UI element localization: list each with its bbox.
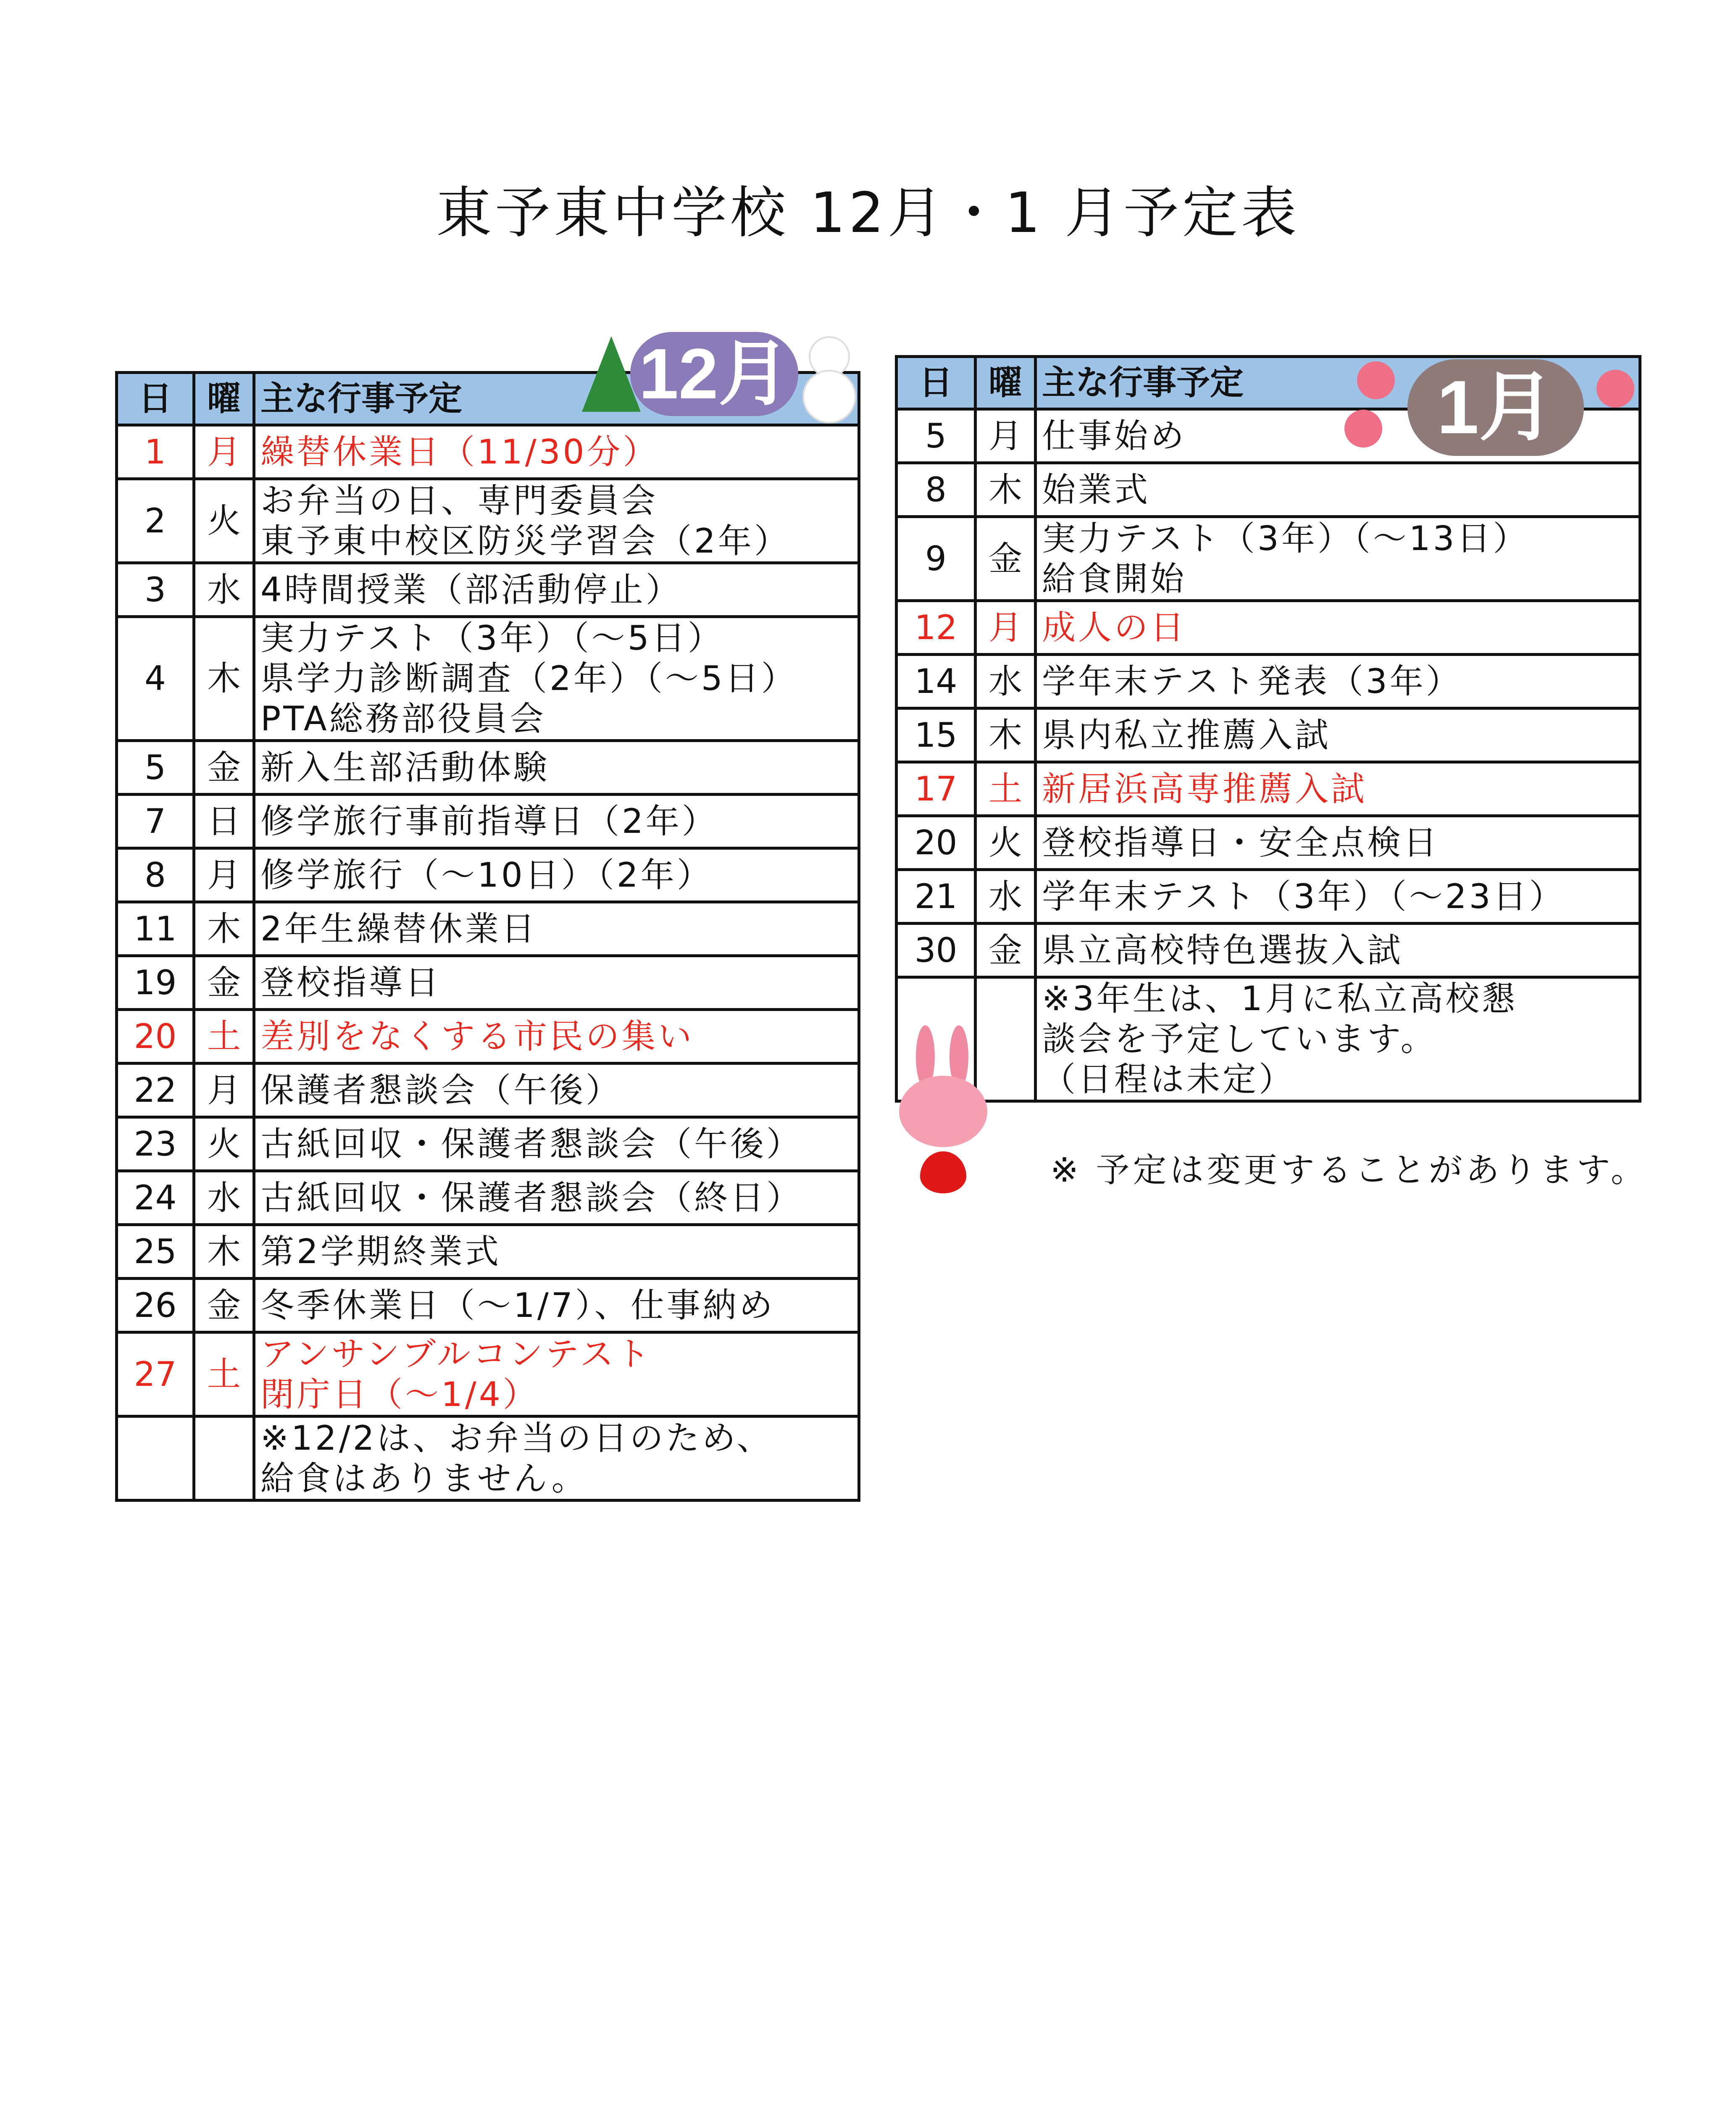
weekday-cell: 木 bbox=[194, 902, 254, 956]
weekday-cell: 月 bbox=[976, 409, 1036, 463]
day-cell: 8 bbox=[117, 848, 194, 902]
weekday-cell: 土 bbox=[194, 1010, 254, 1064]
events-cell: 実力テスト（3年）（～5日） 県学力診断調査（2年）（～5日） PTA総務部役員会 bbox=[254, 617, 859, 741]
table-row bbox=[117, 1064, 859, 1117]
table-row bbox=[897, 762, 1640, 816]
table-row bbox=[897, 463, 1640, 517]
events-cell: ※12/2は、お弁当の日のため、 給食はありません。 bbox=[254, 1416, 859, 1501]
table-row bbox=[117, 1171, 859, 1225]
events-cell: 仕事始め bbox=[1036, 409, 1640, 463]
events-cell: 修学旅行（～10日）（2年） bbox=[254, 848, 859, 902]
weekday-cell: 金 bbox=[194, 956, 254, 1010]
header-weekday: 曜 bbox=[976, 357, 1036, 409]
events-cell: 古紙回収・保護者懇談会（終日） bbox=[254, 1171, 859, 1225]
table-row bbox=[117, 902, 859, 956]
rabbit-illustration-icon bbox=[895, 1025, 992, 1202]
december-schedule-table bbox=[115, 371, 860, 1502]
january-schedule-table bbox=[895, 355, 1641, 1103]
weekday-cell: 水 bbox=[976, 655, 1036, 708]
weekday-cell: 土 bbox=[194, 1332, 254, 1416]
table-row bbox=[117, 1117, 859, 1171]
table-row bbox=[897, 816, 1640, 870]
table-row bbox=[117, 1225, 859, 1279]
table-row bbox=[897, 924, 1640, 977]
table-row bbox=[897, 708, 1640, 762]
day-cell: 3 bbox=[117, 563, 194, 617]
events-cell: お弁当の日、専門委員会 東予東中校区防災学習会（2年） bbox=[254, 479, 859, 563]
snowman-icon bbox=[800, 336, 855, 420]
table-row bbox=[117, 617, 859, 741]
plum-flower-icon bbox=[1344, 410, 1382, 448]
weekday-cell: 水 bbox=[976, 870, 1036, 924]
table-row bbox=[117, 1279, 859, 1332]
weekday-cell: 月 bbox=[976, 601, 1036, 655]
footnote: ※ 予定は変更することがあります。 bbox=[1050, 1151, 1648, 1190]
day-cell: 12 bbox=[897, 601, 976, 655]
events-cell: 2年生繰替休業日 bbox=[254, 902, 859, 956]
day-cell: 25 bbox=[117, 1225, 194, 1279]
events-cell: 第2学期終業式 bbox=[254, 1225, 859, 1279]
weekday-cell: 木 bbox=[976, 708, 1036, 762]
table-row bbox=[117, 479, 859, 563]
events-cell: 学年末テスト（3年）（～23日） bbox=[1036, 870, 1640, 924]
page-title: 東予東中学校 12月・1 月予定表 bbox=[436, 181, 1300, 245]
header-weekday: 曜 bbox=[194, 373, 254, 425]
day-cell: 1 bbox=[117, 425, 194, 479]
weekday-cell: 水 bbox=[194, 1171, 254, 1225]
table-row bbox=[117, 425, 859, 479]
events-cell: 県立高校特色選抜入試 bbox=[1036, 924, 1640, 977]
december-badge: 12月 bbox=[630, 332, 798, 416]
events-cell: 冬季休業日（～1/7）、仕事納め bbox=[254, 1279, 859, 1332]
events-cell: ※3年生は、1月に私立高校懇 談会を予定しています。 （日程は未定） bbox=[1036, 977, 1640, 1101]
table-row bbox=[117, 741, 859, 795]
events-cell: 始業式 bbox=[1036, 463, 1640, 517]
day-cell: 20 bbox=[117, 1010, 194, 1064]
table-row bbox=[897, 601, 1640, 655]
events-cell: 成人の日 bbox=[1036, 601, 1640, 655]
day-cell: 14 bbox=[897, 655, 976, 708]
day-cell: 19 bbox=[117, 956, 194, 1010]
table-row bbox=[117, 795, 859, 848]
weekday-cell: 火 bbox=[194, 1117, 254, 1171]
events-cell: 新居浜高専推薦入試 bbox=[1036, 762, 1640, 816]
day-cell: 30 bbox=[897, 924, 976, 977]
weekday-cell: 火 bbox=[976, 816, 1036, 870]
day-cell: 9 bbox=[897, 517, 976, 601]
weekday-cell: 月 bbox=[194, 848, 254, 902]
events-cell: 4時間授業（部活動停止） bbox=[254, 563, 859, 617]
events-cell: 修学旅行事前指導日（2年） bbox=[254, 795, 859, 848]
events-cell: 登校指導日・安全点検日 bbox=[1036, 816, 1640, 870]
weekday-cell: 金 bbox=[194, 741, 254, 795]
weekday-cell: 金 bbox=[194, 1279, 254, 1332]
day-cell: 26 bbox=[117, 1279, 194, 1332]
plum-flower-icon bbox=[1597, 370, 1634, 408]
events-cell: 学年末テスト発表（3年） bbox=[1036, 655, 1640, 708]
day-cell: 8 bbox=[897, 463, 976, 517]
weekday-cell: 土 bbox=[976, 762, 1036, 816]
weekday-cell: 金 bbox=[976, 517, 1036, 601]
events-cell: 新入生部活動体験 bbox=[254, 741, 859, 795]
table-row bbox=[117, 848, 859, 902]
weekday-cell: 月 bbox=[194, 1064, 254, 1117]
header-day: 日 bbox=[897, 357, 976, 409]
table-row bbox=[897, 977, 1640, 1101]
weekday-cell: 火 bbox=[194, 479, 254, 563]
day-cell: 5 bbox=[897, 409, 976, 463]
day-cell: 11 bbox=[117, 902, 194, 956]
day-cell: 22 bbox=[117, 1064, 194, 1117]
events-cell: 差別をなくする市民の集い bbox=[254, 1010, 859, 1064]
plum-flower-icon bbox=[1357, 361, 1395, 399]
weekday-cell: 日 bbox=[194, 795, 254, 848]
january-badge: 1月 bbox=[1407, 359, 1584, 456]
day-cell: 23 bbox=[117, 1117, 194, 1171]
header-events: 主な行事予定 bbox=[1036, 357, 1640, 409]
events-cell: 古紙回収・保護者懇談会（午後） bbox=[254, 1117, 859, 1171]
header-day: 日 bbox=[117, 373, 194, 425]
weekday-cell: 木 bbox=[194, 1225, 254, 1279]
weekday-cell bbox=[194, 1416, 254, 1501]
weekday-cell: 木 bbox=[194, 617, 254, 741]
table-row bbox=[117, 956, 859, 1010]
day-cell: 4 bbox=[117, 617, 194, 741]
events-cell: 実力テスト（3年）（～13日） 給食開始 bbox=[1036, 517, 1640, 601]
day-cell: 7 bbox=[117, 795, 194, 848]
header-events: 主な行事予定 bbox=[254, 373, 859, 425]
table-row bbox=[117, 1332, 859, 1416]
day-cell: 21 bbox=[897, 870, 976, 924]
events-cell: 登校指導日 bbox=[254, 956, 859, 1010]
day-cell: 24 bbox=[117, 1171, 194, 1225]
day-cell: 5 bbox=[117, 741, 194, 795]
day-cell: 17 bbox=[897, 762, 976, 816]
events-cell: アンサンブルコンテスト 閉庁日（～1/4） bbox=[254, 1332, 859, 1416]
table-row bbox=[117, 1416, 859, 1501]
table-row bbox=[117, 563, 859, 617]
table-row bbox=[897, 517, 1640, 601]
day-cell: 20 bbox=[897, 816, 976, 870]
weekday-cell: 木 bbox=[976, 463, 1036, 517]
day-cell bbox=[117, 1416, 194, 1501]
events-cell: 県内私立推薦入試 bbox=[1036, 708, 1640, 762]
weekday-cell: 月 bbox=[194, 425, 254, 479]
events-cell: 保護者懇談会（午後） bbox=[254, 1064, 859, 1117]
table-row bbox=[897, 655, 1640, 708]
weekday-cell: 水 bbox=[194, 563, 254, 617]
weekday-cell: 金 bbox=[976, 924, 1036, 977]
day-cell: 2 bbox=[117, 479, 194, 563]
day-cell: 27 bbox=[117, 1332, 194, 1416]
table-row bbox=[897, 870, 1640, 924]
table-row bbox=[117, 1010, 859, 1064]
events-cell: 繰替休業日（11/30分） bbox=[254, 425, 859, 479]
day-cell: 15 bbox=[897, 708, 976, 762]
